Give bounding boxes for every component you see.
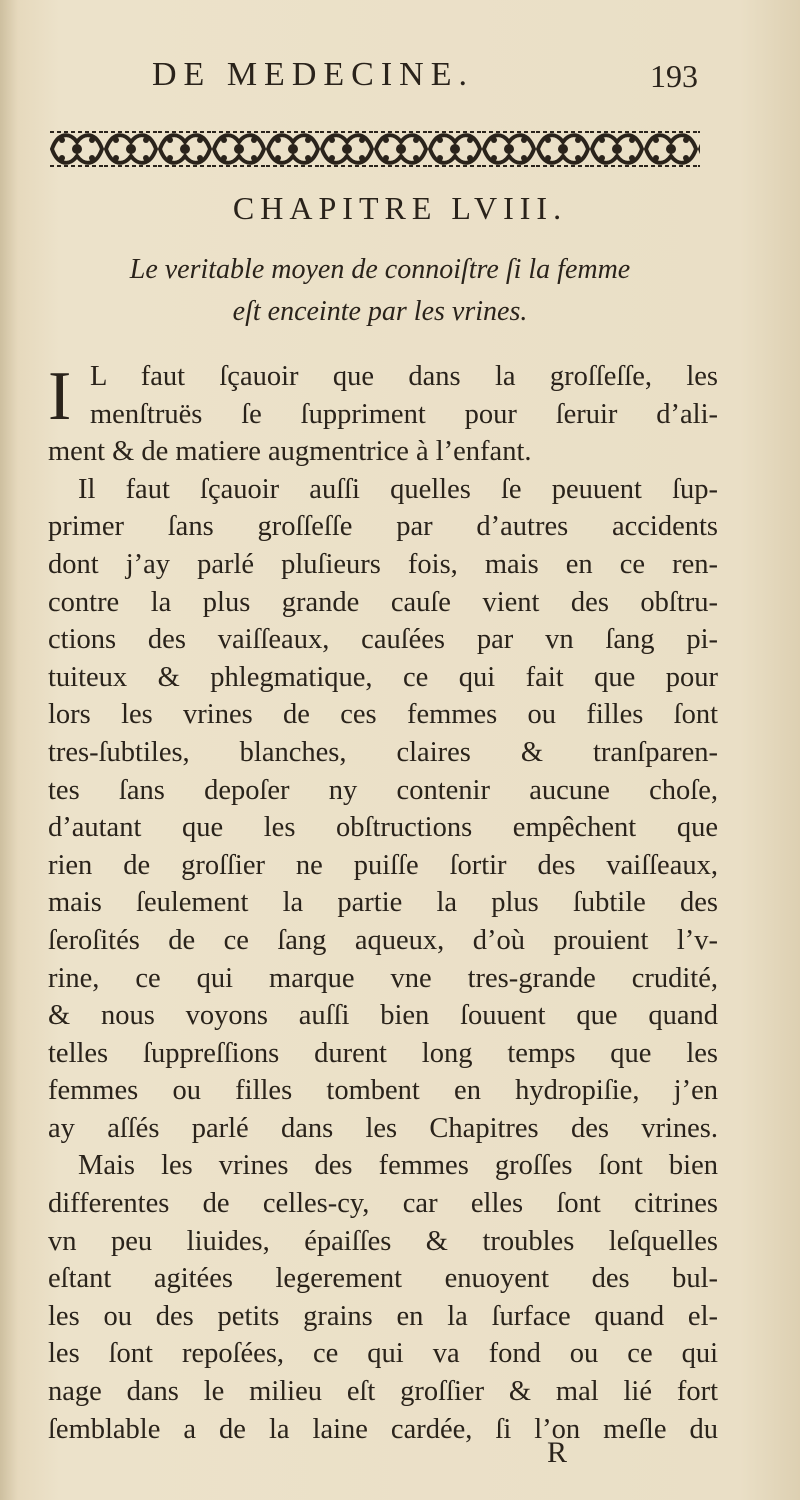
body-text [48,358,718,1448]
text-line: Mais les vrines des femmes groſſes ſont bien [78,1150,718,1182]
text-line: nage dans le milieu eſt groſſier & mal lié fort [48,1376,718,1408]
text-line: vn peu liuides, épaiſſes & troubles leſquelles [48,1225,718,1257]
text-line: eſtant agitées legerement enuoyent des bul- [48,1263,718,1295]
text-line: lors les vrines de ces femmes ou filles ſont [48,699,718,731]
text-line: d’autant que les obſtructions empêchent que [48,812,718,844]
chapter-title-line: Le veritable moyen de connoiſtre ſi la femme [129,254,631,285]
chapter-title-line: eſt enceinte par les vrines. [232,296,528,327]
text-line: tuiteux & phlegmatique, ce qui fait que pour [48,661,718,693]
text-line: Il faut ſçauoir auſſi quelles ſe peuuent ſup- [78,473,718,505]
drop-cap: I [48,358,72,435]
text-line: ſemblable a de la laine cardée, ſi l’on meſle du [48,1413,718,1445]
text-line: rien de groſſier ne puiſſe ſortir des vaiſſeaux, [48,849,718,881]
text-line: ſeroſités de ce ſang aqueux, d’où prouient l’v- [48,924,718,956]
chapter-heading: CHAPITRE LVIII. [232,190,568,226]
text-line: ment & de matiere augmentrice à l’enfant. [48,436,532,468]
page-number: 193 [650,58,698,94]
text-line: les ſont repoſées, ce qui va fond ou ce qui [48,1338,718,1370]
text-line-content: L faut ſçauoir que dans la groſſeſſe, les [90,361,718,392]
text-line: femmes ou filles tombent en hydropiſie, j’en [48,1075,718,1107]
text-line: dont j’ay parlé pluſieurs fois, mais en ce ren- [48,548,718,580]
text-line: ctions des vaiſſeaux, cauſées par vn ſang pi- [48,624,718,656]
text-line: primer ſans groſſeſſe par d’autres accidents [48,511,718,543]
text-line: & nous voyons auſſi bien ſouuent que quand [48,1000,718,1032]
floral-headband-ornament-icon [50,128,700,170]
text-line: ay aſſés parlé dans les Chapitres des vrines. [48,1112,718,1144]
text-line: mais ſeulement la partie la plus ſubtile des [48,887,718,919]
page-header [0,52,800,112]
text-line: differentes de celles-cy, car elles ſont citrines [48,1188,718,1220]
text-line: tes ſans depoſer ny contenir aucune choſe, [48,774,718,806]
running-title: DE MEDECINE. [152,56,474,93]
signature-mark: R [547,1436,568,1469]
text-line: contre la plus grande cauſe vient des obſtru- [48,586,718,618]
text-line: telles ſuppreſſions durent long temps que les [48,1037,718,1069]
text-line: rine, ce qui marque vne tres-grande crudité, [48,962,718,994]
text-line: les ou des petits grains en la ſurface quand el- [48,1300,718,1332]
text-line: tres-ſubtiles, blanches, claires & tranſparen- [48,736,718,768]
text-line: menſtruës ſe ſuppriment pour ſeruir d’ali- [90,398,718,430]
